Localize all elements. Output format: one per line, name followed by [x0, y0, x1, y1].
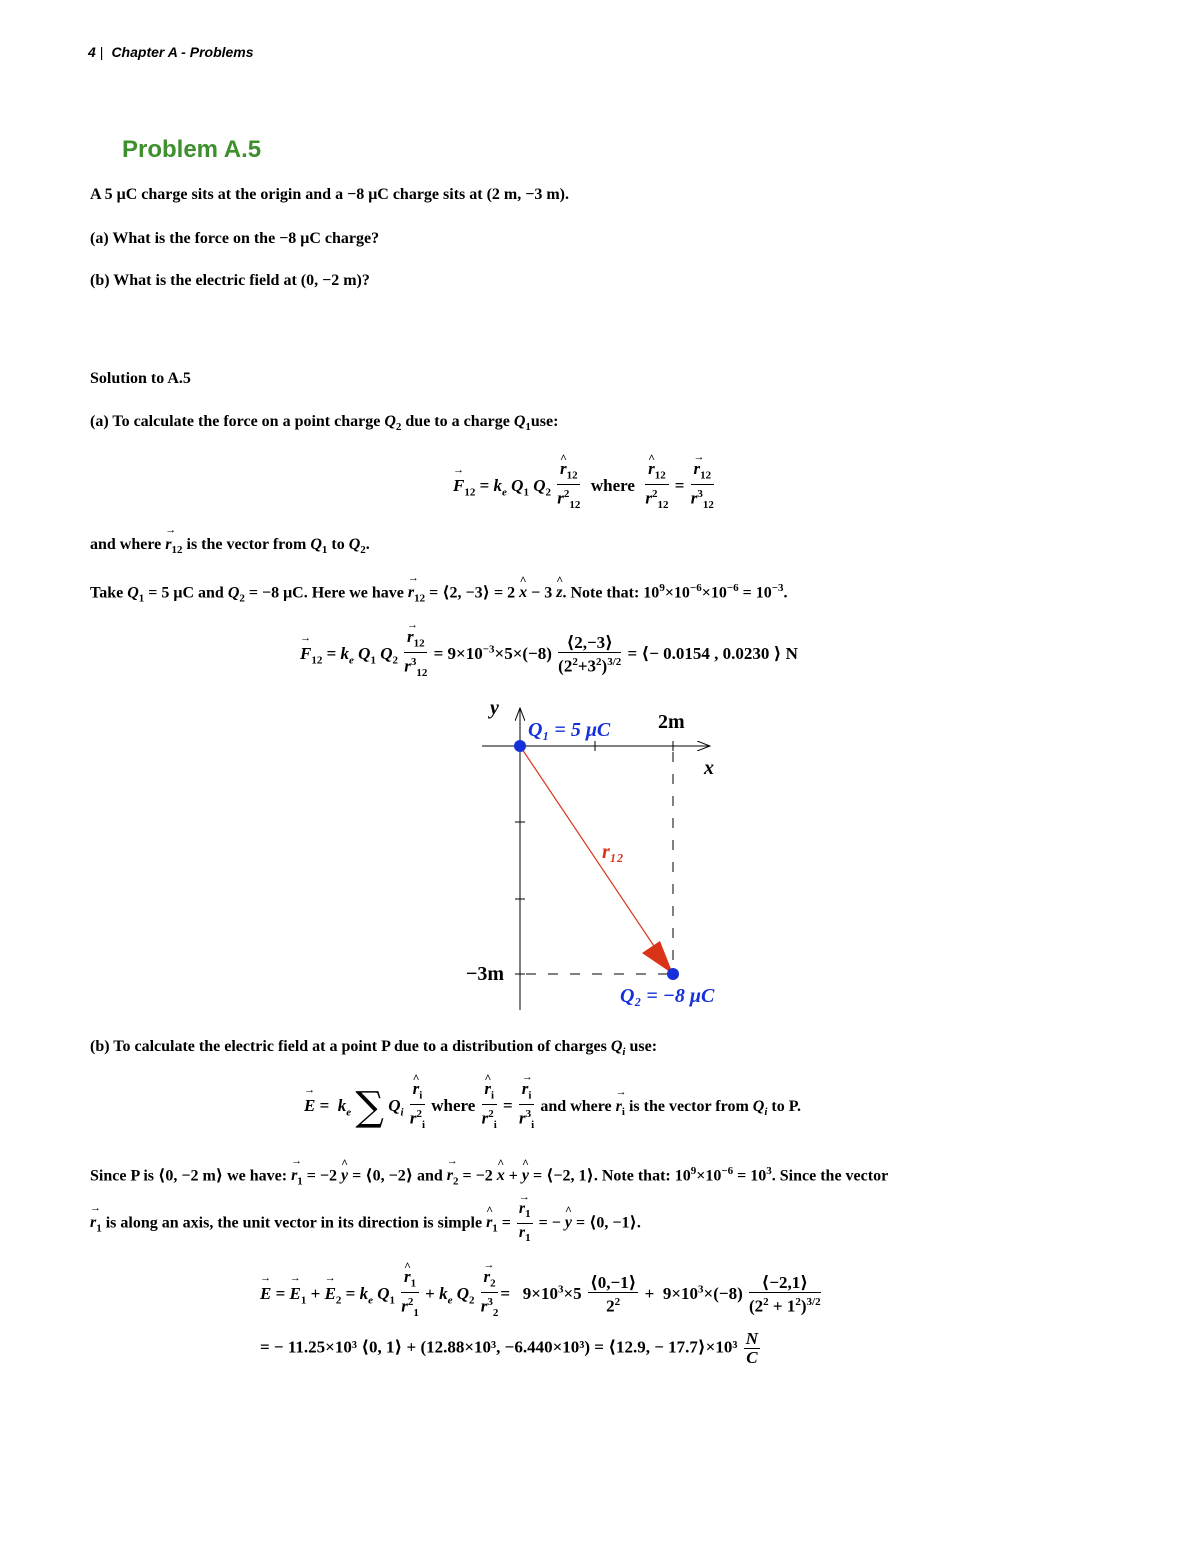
problem-part-b: (b) What is the electric field at (0, −2 m)? — [90, 272, 370, 289]
charge-q2 — [667, 968, 679, 980]
r12-vector — [520, 746, 658, 952]
chapter-title: Chapter A - Problems — [111, 44, 254, 60]
q2-label: Q₂ = −8 μC — [620, 985, 715, 1007]
q1-label: Q₁ = 5 μC — [528, 719, 611, 741]
take-values-line: Take $Q_1 = 5$ μC and $Q_2 = -8$ μC. Here we have → $r_{12}$ = ⟨2, −3⟩ = 2 ^ x − 3 ^ z. Note that: $10^9\times 10^{-6}\times 10^{-6} = 10^{-3}$. — [90, 582, 788, 605]
since-p-line: Since P is ⟨0, −2 m⟩ we have: → $r_1 = -2$ ^ y = ⟨0, −2⟩ and → $r_2 = -2$ ^ x + ^ y = ⟨−2, 1⟩. Note that: $10^9\times 10^{-6} = 10^3$. Since the vector — [90, 1165, 888, 1188]
y-axis-label: y — [490, 697, 499, 719]
x-tick-label: 2m — [658, 711, 685, 733]
running-header — [88, 44, 254, 60]
r12-arrowhead — [642, 941, 673, 974]
force-computation: → $F_{12} = k_e$ $Q_1$ $Q_2$ → $\frac{r_{12}}{r^3_{12}}$ = $9\times 10^{-3}\times 5\times(-8)$ $\frac{⟨2,-3⟩}{(2^2+3^2)^{3/2}}$ = ⟨− 0.0154 , 0.0230 ⟩ N — [300, 628, 798, 682]
page-number: 4 — [88, 44, 96, 60]
solution-heading: Solution to A.5 — [90, 370, 191, 387]
problem-part-a: (a) What is the force on the −8 μC charge? — [90, 230, 380, 247]
solution-b-intro: (b) To calculate the electric field at a point P due to a distribution of charges $Q_i$ use: — [90, 1038, 658, 1059]
r12-label: r₁₂ — [602, 841, 624, 863]
unit-vector-line: → $r_1$ is along an axis, the unit vector in its direction is simple ^ $r_1$ = → $\frac{r_1}{r_1}$ = − ^ y = ⟨0, −1⟩. — [90, 1200, 641, 1247]
field-computation: → E = → $E_1$ + → $E_2 = k_e$ $Q_1$ ^ $\frac{r_1}{r^2_1}$ + $k_e$ $Q_2$ → $\frac{r_2}{r^3_2}$ = $9\times 10^3\times 5$ $\frac{⟨0,-1⟩}{2^2}$ + $9\times 10^3\times(-8)$ $\frac{⟨-2,1⟩}{(2^2 + 1^2)^{3/2}}$ — [260, 1268, 823, 1322]
field-result: = − 11.25×10³ ⟨0, 1⟩ + (12.88×10³, −6.440×10³) = ⟨12.9, − 17.7⟩×10³ $\frac{N}{C}$ — [260, 1329, 759, 1367]
charge-diagram — [460, 690, 740, 1020]
solution-a-intro: (a) To calculate the force on a point charge $Q_2$ due to a charge $Q_1use$: — [90, 413, 559, 434]
charge-q1 — [514, 740, 526, 752]
field-formula: → $E = k_e$ ∑ $Q_i$ ^ $\frac{r_i}{r^2_i}$ where ^ $\frac{r_i}{r^2_i}$ = → $\frac{r_i}{r^3_i}$ and where → $r_i$ is the vector from $Q_i$ to P. — [304, 1080, 801, 1134]
problem-title: Problem A.5 — [122, 136, 262, 163]
problem-statement: A 5 μC charge sits at the origin and a −8 μC charge sits at (2 m, −3 m). — [90, 186, 569, 203]
force-formula: → $F_{12} = k_e$ $Q_1$ $Q_2$ ^ $\frac{r_{12}}{r^2_{12}}$ where ^ $\frac{r_{12}}{r^2_{12}}$ = → $\frac{r_{12}}{r^3_{12}}$ — [453, 460, 716, 514]
y-tick-label: −3m — [466, 963, 505, 985]
header-divider: | — [99, 44, 104, 60]
vector-definition: and where → $r_{12}$ is the vector from $Q_1$ to $Q_2$. — [90, 536, 370, 556]
x-axis-label: x — [704, 757, 714, 779]
force-result: = ⟨− 0.0154 , 0.0230 ⟩ N — [627, 644, 798, 664]
